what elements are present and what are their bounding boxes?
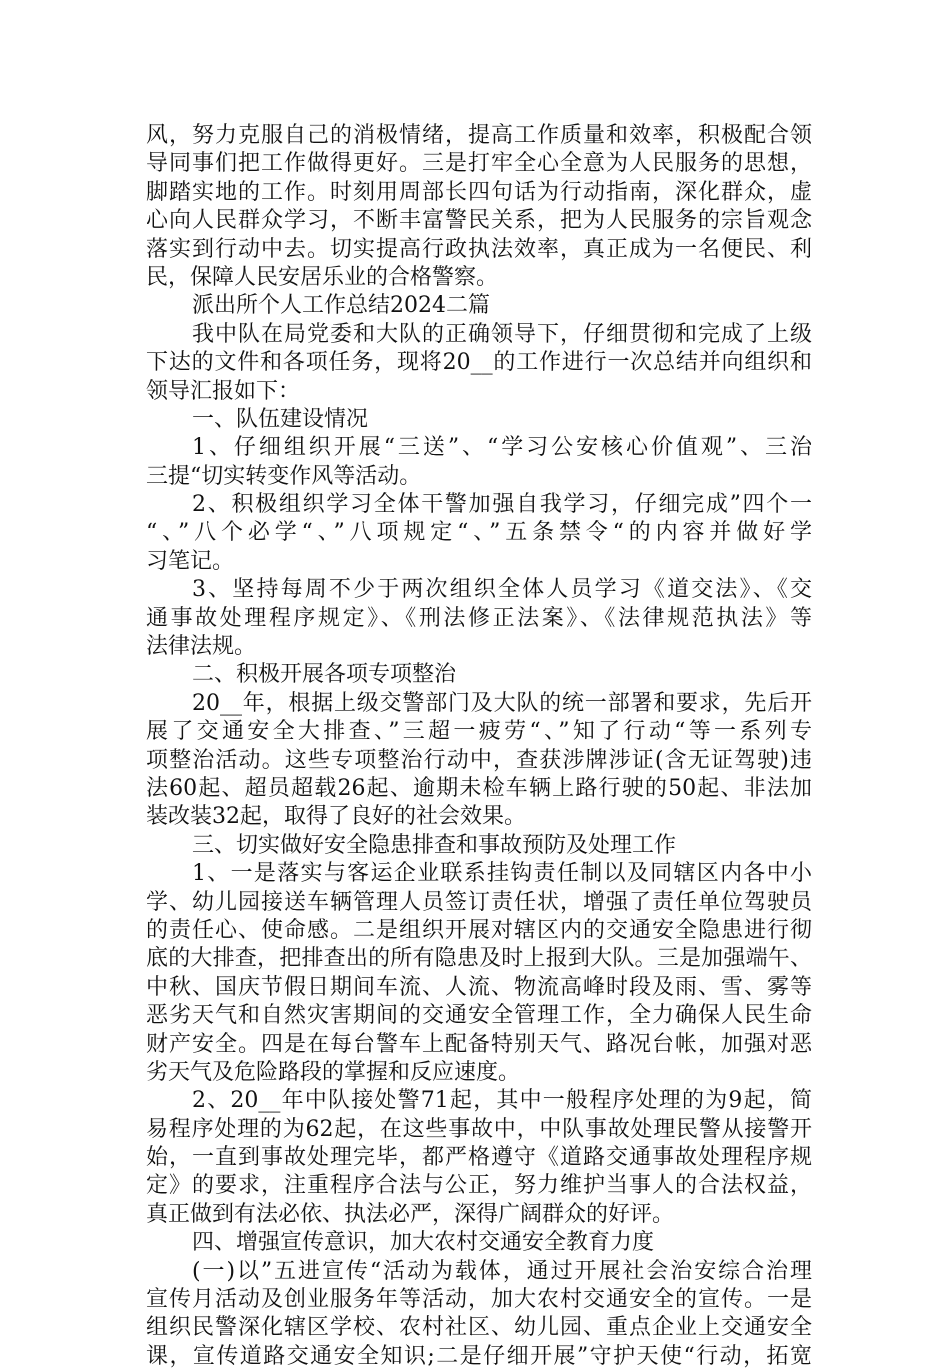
text-line: 下达的文件和各项任务，现将20__的工作进行一次总结并向组织和	[146, 350, 812, 376]
text-line: 导同事们把工作做得更好。三是打牢全心全意为人民服务的思想，	[146, 151, 812, 177]
text-line: 底的大排查，把排查出的所有隐患及时上报到大队。三是加强端午、	[146, 946, 812, 972]
text-line: 3、坚持每周不少于两次组织全体人员学习《道交法》、《交	[192, 577, 812, 603]
text-line: 中秋、国庆节假日期间车流、人流、物流高峰时段及雨、雪、雾等	[146, 974, 812, 1000]
text-line: “、”八个必学“、”八项规定“、”五条禁令“的内容并做好学	[146, 520, 812, 546]
text-line: 展了交通安全大排查、”三超一疲劳“、”知了行动“等一系列专	[146, 719, 812, 745]
text-line: 劣天气及危险路段的掌握和反应速度。	[146, 1059, 521, 1085]
text-line: 课，宣传道路交通安全知识;二是仔细开展”守护天使“行动，拓宽	[146, 1343, 812, 1369]
text-line: (一)以”五进宣传“活动为载体，通过开展社会治安综合治理	[192, 1258, 812, 1284]
text-line: 派出所个人工作总结2024二篇	[192, 293, 490, 319]
text-line: 恶劣天气和自然灾害期间的交通安全管理工作，全力确保人民生命	[146, 1003, 812, 1029]
text-line: 心向人民群众学习，不断丰富警民关系，把为人民服务的宗旨观念	[146, 208, 812, 234]
text-line: 一、队伍建设情况	[192, 406, 369, 432]
text-line: 三提“切实转变作风等活动。	[146, 463, 422, 489]
text-line: 风，努力克服自己的消极情绪，提高工作质量和效率，积极配合领	[146, 123, 812, 148]
text-line: 2、积极组织学习全体干警加强自我学习，仔细完成”四个一	[192, 492, 812, 518]
text-line: 的责任心、使命感。二是组织开展对辖区内的交通安全隐患进行彻	[146, 917, 812, 943]
text-line: 三、切实做好安全隐患排查和事故预防及处理工作	[192, 832, 677, 858]
text-line: 我中队在局党委和大队的正确领导下，仔细贯彻和完成了上级	[192, 321, 812, 347]
text-line: 财产安全。四是在每台警车上配备特别天气、路况台帐，加强对恶	[146, 1031, 812, 1057]
text-line: 装改装32起，取得了良好的社会效果。	[146, 804, 526, 830]
text-line: 落实到行动中去。切实提高行政执法效率，真正成为一名便民、利	[146, 236, 812, 262]
text-line: 始，一直到事故处理完毕，都严格遵守《道路交通事故处理程序规	[146, 1145, 812, 1171]
text-line: 定》的要求，注重程序合法与公正，努力维护当事人的合法权益，	[146, 1173, 812, 1199]
text-line: 真正做到有法必依、执法必严，深得广阔群众的好评。	[146, 1201, 675, 1227]
text-line: 法60起、超员超载26起、逾期未检车辆上路行驶的50起、非法加	[146, 775, 812, 801]
text-line: 四、增强宣传意识，加大农村交通安全教育力度	[192, 1230, 655, 1256]
text-line: 法律法规。	[146, 634, 257, 660]
text-line: 民，保障人民安居乐业的合格警察。	[146, 264, 499, 290]
text-line: 20__年，根据上级交警部门及大队的统一部署和要求，先后开	[192, 690, 812, 716]
text-line: 2、20__年中队接处警71起，其中一般程序处理的为9起，简	[192, 1088, 812, 1114]
text-line: 组织民警深化辖区学校、农村社区、幼儿园、重点企业上交通安全	[146, 1315, 812, 1341]
text-line: 1、一是落实与客运企业联系挂钩责任制以及同辖区内各中小	[192, 861, 812, 887]
text-line: 脚踏实地的工作。时刻用周部长四句话为行动指南，深化群众，虚	[146, 179, 812, 205]
text-line: 学、幼儿园接送车辆管理人员签订责任状，增强了责任单位驾驶员	[146, 889, 812, 915]
text-line: 通事故处理程序规定》、《刑法修正法案》、《法律规范执法》等	[146, 605, 812, 631]
text-line: 二、积极开展各项专项整治	[192, 662, 457, 688]
document-page	[146, 122, 812, 1371]
text-line: 习笔记。	[146, 548, 235, 574]
text-line: 易程序处理的为62起，在这些事故中，中队事故处理民警从接警开	[146, 1116, 812, 1142]
text-line: 1、仔细组织开展“三送”、“学习公安核心价值观”、三治	[192, 435, 812, 461]
text-line: 宣传月活动及创业服务年等活动，加大农村交通安全的宣传。一是	[146, 1287, 812, 1313]
text-line: 领导汇报如下：	[146, 378, 301, 404]
text-line: 项整治活动。这些专项整治行动中，查获涉牌涉证(含无证驾驶)违	[146, 747, 812, 773]
